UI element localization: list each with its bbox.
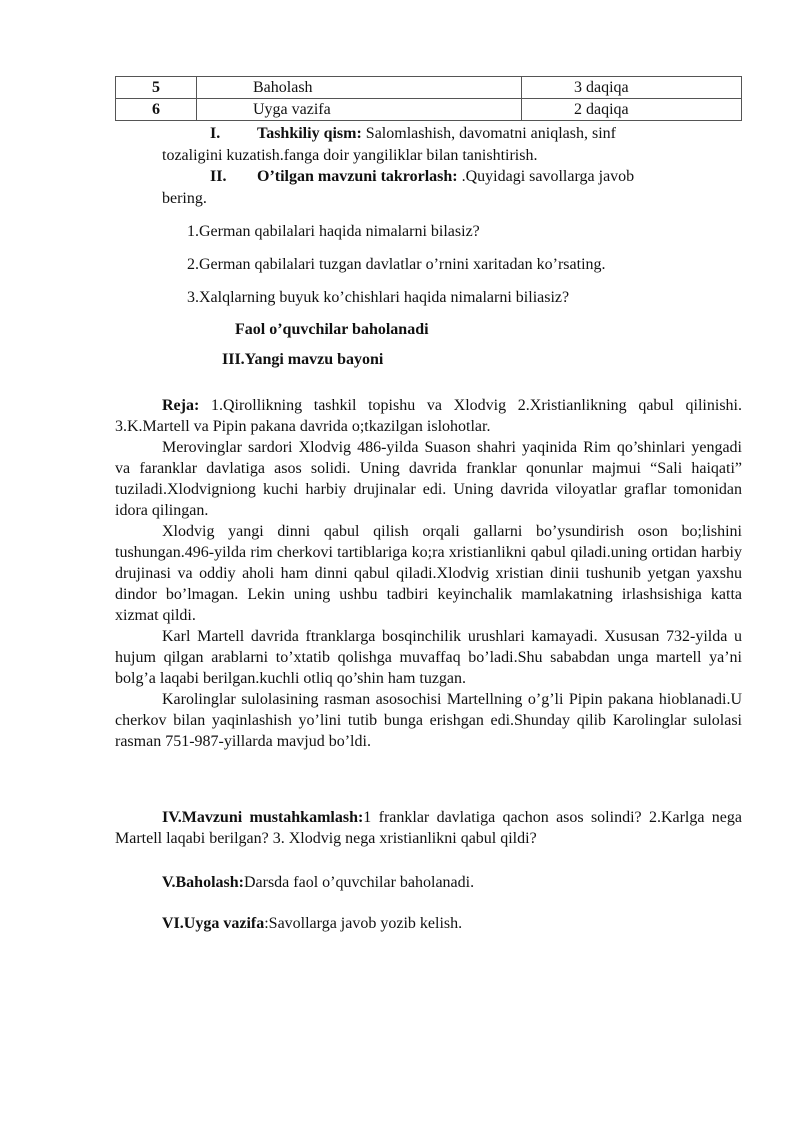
reja-paragraph	[115, 395, 742, 437]
body-paragraph: Xlodvig yangi dinni qabul qilish orqali gallarni bo’ysundirish oson bo;lishini tushungan.496-yilda rim cherkovi tartiblariga ko;ra xristianlikni qabul qiladi.uning ortidan harbiy drujinasi va oddiy aholi ham dinni qabul qiladi.Xlodvig xristian dinii tushunib yetgan yaxshu dindor bo’lmagan. Lekin uning ushbu tadbiri keyinchalik mamlakatning irlashsishiga katta xizmat qildi.	[115, 523, 742, 624]
section-2-heading	[210, 166, 634, 187]
question-item: 2.German qabilalari tuzgan davlatlar o’rnini xaritadan ko’rsating.	[187, 256, 606, 273]
reja-text: 1.Qirollikning tashkil topishu va Xlodvig 2.Xristianlikning qabul qilinishi. 3.K.Martell va Pipin pakana davrida o;tkazilgan islohotlar.	[115, 397, 742, 435]
lesson-plan-table	[115, 76, 742, 121]
section-4	[115, 807, 742, 849]
section-1-heading	[210, 123, 616, 144]
section-text: Darsda faol o’quvchilar baholanadi.	[243, 874, 475, 891]
section-3-heading: III.Yangi mavzu bayoni	[222, 351, 384, 368]
section-title: Tashkiliy qism:	[257, 125, 362, 142]
section-text: :Savollarga javob yozib kelish.	[264, 915, 463, 932]
section-text: 1 franklar davlatiga qachon asos solindi? 2.Karlga nega Martell laqabi berilgan? 3. Xlodvig nega xristianlikni qabul qildi?	[115, 809, 742, 847]
main-text	[115, 395, 742, 752]
roman-numeral: II.	[210, 168, 227, 185]
section-title: V.Baholash:	[162, 874, 244, 891]
table-row	[116, 77, 742, 99]
question-item: 1.German qabilalari haqida nimalarni bilasiz?	[187, 223, 480, 240]
section-1-continuation: tozaligini kuzatish.fanga doir yangiliklar bilan tanishtirish.	[162, 147, 538, 164]
stage-name: Baholash	[197, 77, 522, 99]
section-2-continuation: bering.	[162, 190, 207, 207]
body-paragraph: Karolinglar sulolasining rasman asosochisi Martellning o’g’li Pipin pakana hioblanadi.U cherkov bilan yaqinlashish yo’lini tutib bunga erishgan edi.Shunday qilib Karolinglar sulolasi rasman 751-987-yillarda mavjud bo’ldi.	[115, 691, 742, 750]
section-text: .Quyidagi savollarga javob	[457, 168, 635, 185]
stage-duration: 2 daqiqa	[522, 99, 742, 121]
section-title: O’tilgan mavzuni takrorlash:	[257, 168, 458, 185]
table-row	[116, 99, 742, 121]
stage-name: Uyga vazifa	[197, 99, 522, 121]
section-4-paragraph	[115, 807, 742, 849]
stage-duration: 3 daqiqa	[522, 77, 742, 99]
section-5	[162, 872, 474, 893]
faol-heading: Faol o’quvchilar baholanadi	[235, 321, 429, 338]
section-6	[162, 913, 462, 934]
row-number: 6	[116, 99, 197, 121]
row-number: 5	[116, 77, 197, 99]
reja-label: Reja:	[162, 397, 200, 414]
section-title: VI.Uyga vazifa	[162, 915, 265, 932]
question-item: 3.Xalqlarning buyuk ko’chishlari haqida nimalarni biliasiz?	[187, 289, 570, 306]
roman-numeral: I.	[210, 125, 221, 142]
section-text: Salomlashish, davomatni aniqlash, sinf	[361, 125, 616, 142]
body-paragraph: Karl Martell davrida ftranklarga bosqinchilik urushlari kamayadi. Xususan 732-yilda u hujum qilgan arablarni to’xtatib qolishga muvaffaq bo’ladi.Shu sababdan unga martell ya’ni bolg’a laqabi berilgan.kuchli otliq qo’shin ham tuzgan.	[115, 628, 742, 687]
body-paragraph: Merovinglar sardori Xlodvig 486-yilda Suason shahri yaqinida Rim qo’shinlari yengadi va faranklar davlatiga asos solidi. Uning davrida franklar qonunlar majmui “Sali haiqati” tuziladi.Xlodvigniong kuchi harbiy drujinalar edi. Uning davrida viloyatlar graflar tomonidan idora qilingan.	[115, 439, 742, 519]
section-title: IV.Mavzuni mustahkamlash:	[162, 809, 364, 826]
